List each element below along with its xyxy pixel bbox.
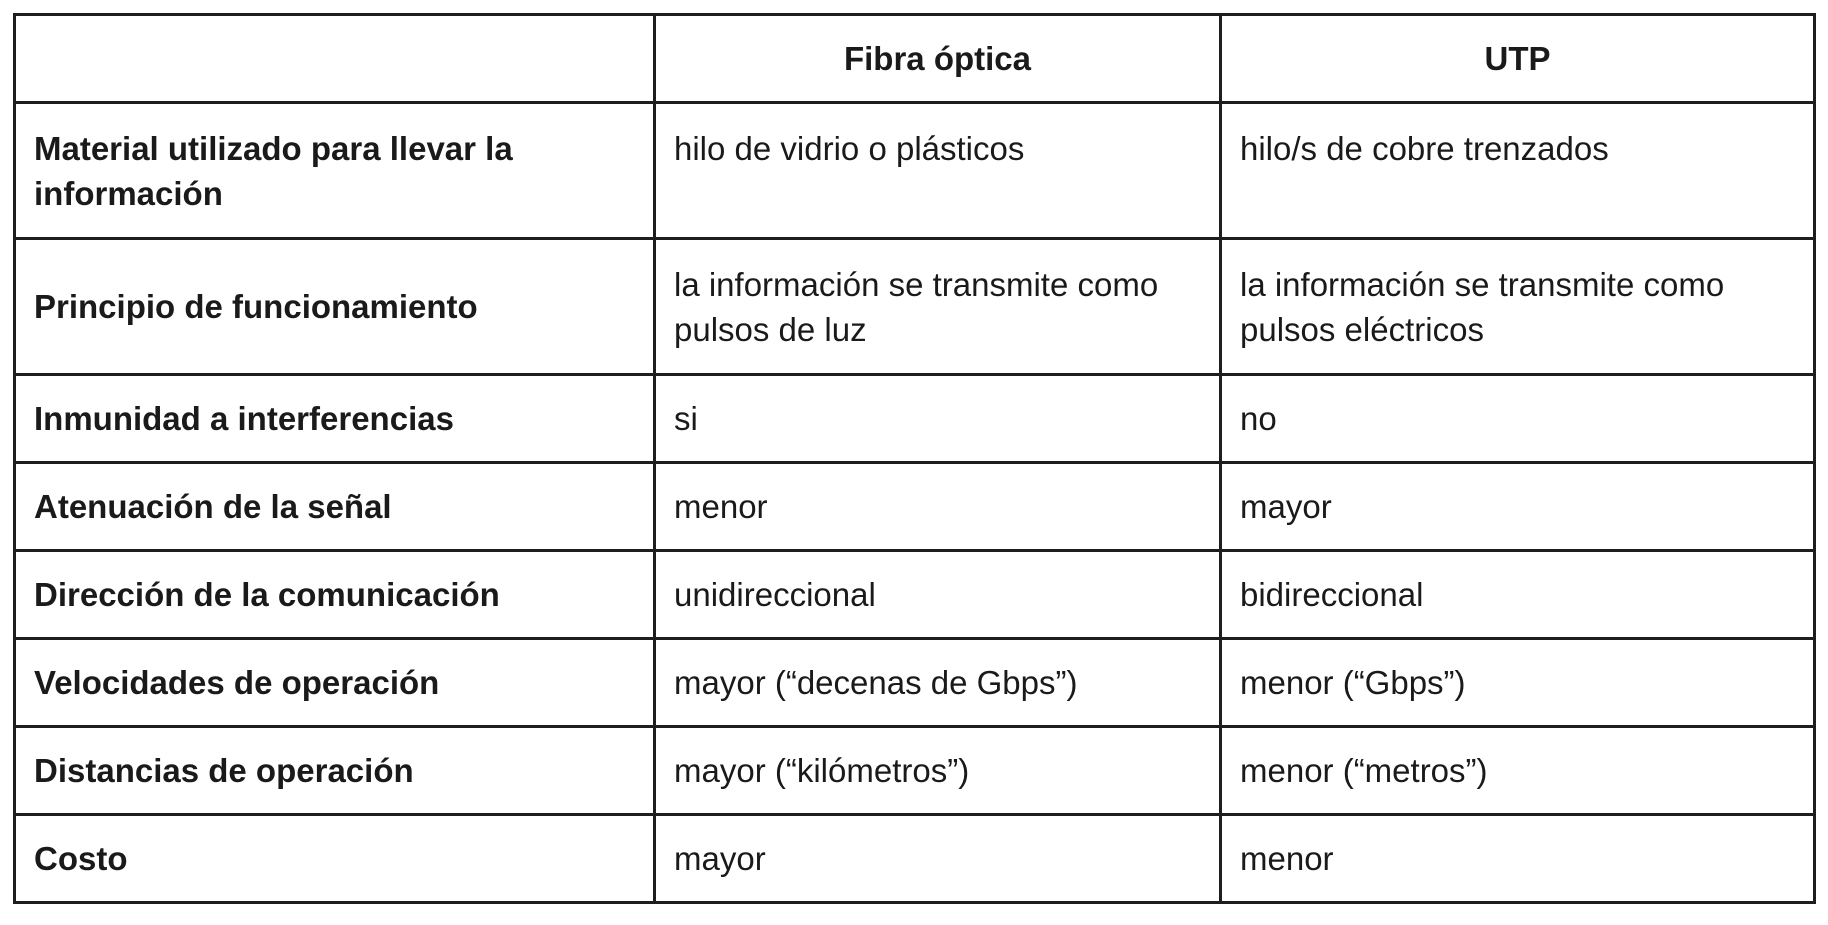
- header-fibra-optica: Fibra óptica: [655, 15, 1221, 103]
- row-label: Atenuación de la señal: [15, 463, 655, 551]
- row-label: Velocidades de operación: [15, 639, 655, 727]
- utp-cell: mayor: [1221, 463, 1815, 551]
- table-row: [15, 103, 1815, 239]
- fibra-cell: mayor (“kilómetros”): [655, 727, 1221, 815]
- row-label: Material utilizado para llevar la información: [15, 103, 655, 239]
- utp-cell: bidireccional: [1221, 551, 1815, 639]
- utp-cell: menor: [1221, 815, 1815, 903]
- header-row: [15, 15, 1815, 103]
- fibra-cell: hilo de vidrio o plásticos: [655, 103, 1221, 239]
- table-row: [15, 551, 1815, 639]
- table-row: [15, 727, 1815, 815]
- row-label: Dirección de la comunicación: [15, 551, 655, 639]
- table-row: [15, 815, 1815, 903]
- comparison-table: [13, 13, 1816, 904]
- fibra-cell: mayor (“decenas de Gbps”): [655, 639, 1221, 727]
- header-utp: UTP: [1221, 15, 1815, 103]
- utp-cell: hilo/s de cobre trenzados: [1221, 103, 1815, 239]
- fibra-cell: si: [655, 375, 1221, 463]
- utp-cell: la información se transmite como pulsos eléctricos: [1221, 239, 1815, 375]
- fibra-cell: la información se transmite como pulsos de luz: [655, 239, 1221, 375]
- table-row: [15, 375, 1815, 463]
- fibra-cell: mayor: [655, 815, 1221, 903]
- fibra-cell: unidireccional: [655, 551, 1221, 639]
- table-row: [15, 239, 1815, 375]
- fibra-cell: menor: [655, 463, 1221, 551]
- row-label: Costo: [15, 815, 655, 903]
- utp-cell: menor (“metros”): [1221, 727, 1815, 815]
- row-label: Inmunidad a interferencias: [15, 375, 655, 463]
- table-row: [15, 639, 1815, 727]
- table-row: [15, 463, 1815, 551]
- row-label: Principio de funcionamiento: [15, 239, 655, 375]
- header-empty-cell: [15, 15, 655, 103]
- row-label: Distancias de operación: [15, 727, 655, 815]
- utp-cell: no: [1221, 375, 1815, 463]
- utp-cell: menor (“Gbps”): [1221, 639, 1815, 727]
